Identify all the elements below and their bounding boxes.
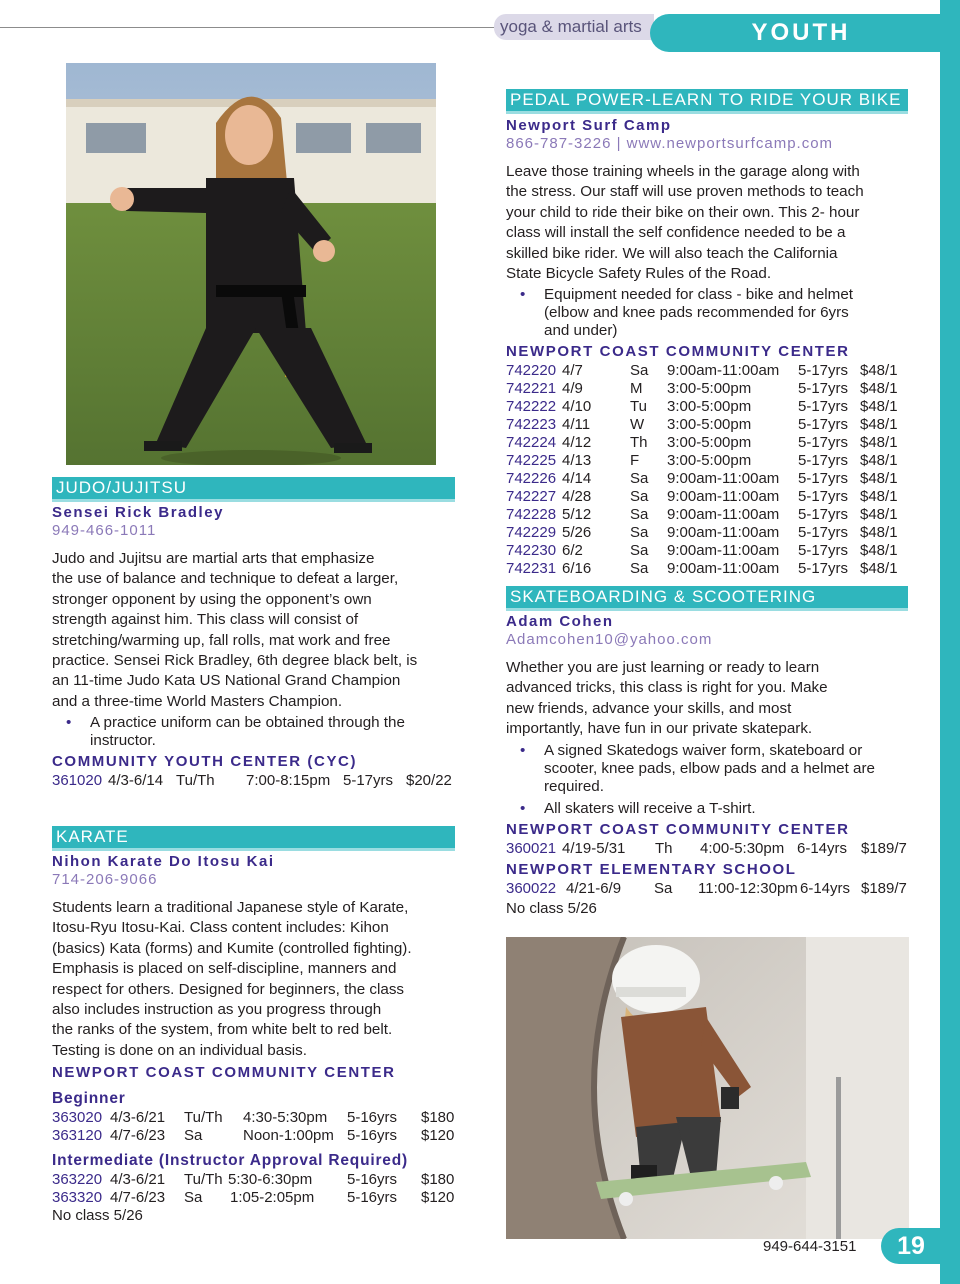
course-code[interactable]: 742220 bbox=[506, 362, 557, 380]
course-dates: 4/3-6/21 bbox=[110, 1109, 166, 1127]
course-dates: 4/19-5/31 bbox=[562, 839, 626, 857]
course-time: 9:00am-11:00am bbox=[667, 488, 780, 506]
desc-line: respect for others. Designed for beginners, the class bbox=[52, 980, 405, 998]
skate-location-1: NEWPORT COAST COMMUNITY CENTER bbox=[506, 820, 850, 838]
course-age: 6-14yrs bbox=[797, 839, 848, 857]
course-date: 4/11 bbox=[562, 416, 591, 434]
bullet-dot: • bbox=[520, 799, 526, 817]
desc-line: class will install the self confidence needed to be a bbox=[506, 224, 846, 242]
course-time: 3:00-5:00pm bbox=[667, 452, 752, 470]
course-fee: $180 bbox=[421, 1109, 455, 1127]
beginner-label: Beginner bbox=[52, 1090, 126, 1108]
course-fee: $48/1 bbox=[860, 506, 898, 524]
schedule-row bbox=[506, 380, 916, 398]
desc-line: Testing is done on an individual basis. bbox=[52, 1041, 307, 1059]
desc-line: Whether you are just learning or ready to learn bbox=[506, 659, 820, 676]
course-time: 9:00am-11:00am bbox=[667, 470, 780, 488]
footer-phone: 949-644-3151 bbox=[763, 1238, 857, 1255]
skateboarding-photo bbox=[506, 937, 909, 1239]
course-fee: $180 bbox=[421, 1171, 455, 1189]
bullet-dot: • bbox=[520, 741, 526, 759]
course-date: 4/14 bbox=[562, 470, 592, 488]
martial-arts-photo bbox=[66, 63, 436, 465]
skate-contact[interactable]: Adamcohen10@yahoo.com bbox=[506, 631, 713, 648]
bullet-line: required. bbox=[544, 777, 604, 795]
judo-description bbox=[52, 549, 462, 712]
course-date: 4/28 bbox=[562, 488, 592, 506]
karate-note: No class 5/26 bbox=[52, 1207, 143, 1225]
pedal-instructor: Newport Surf Camp bbox=[506, 117, 672, 134]
course-age: 6-14yrs bbox=[800, 879, 851, 897]
schedule-row bbox=[506, 470, 916, 488]
course-age: 5-17yrs bbox=[798, 470, 849, 488]
bullet-dot: • bbox=[520, 286, 526, 304]
desc-line: the ranks of the system, from white belt to red belt. bbox=[52, 1021, 393, 1039]
schedule-row bbox=[506, 398, 916, 416]
course-age: 5-16yrs bbox=[347, 1171, 398, 1189]
course-age: 5-17yrs bbox=[798, 398, 849, 416]
course-age: 5-16yrs bbox=[347, 1109, 398, 1127]
bullet-line: (elbow and knee pads recommended for 6yrs bbox=[544, 304, 849, 322]
pedal-schedule bbox=[506, 362, 916, 578]
judo-instructor: Sensei Rick Bradley bbox=[52, 504, 224, 521]
skate-instructor: Adam Cohen bbox=[506, 613, 614, 630]
desc-line: an 11-time Judo Kata US National Grand Champion bbox=[52, 672, 401, 690]
pedal-location: NEWPORT COAST COMMUNITY CENTER bbox=[506, 343, 850, 361]
course-code[interactable]: 363320 bbox=[52, 1189, 103, 1207]
course-time: 3:00-5:00pm bbox=[667, 380, 752, 398]
schedule-row bbox=[506, 488, 916, 506]
bullet-line: instructor. bbox=[90, 732, 156, 750]
course-age: 5-17yrs bbox=[798, 452, 849, 470]
course-age: 5-16yrs bbox=[347, 1189, 398, 1207]
schedule-row bbox=[506, 542, 916, 560]
schedule-row bbox=[506, 524, 916, 542]
pedal-contact[interactable]: 866-787-3226 | www.newportsurfcamp.com bbox=[506, 135, 834, 152]
course-day: Tu/Th bbox=[176, 772, 215, 790]
course-time: 9:00am-11:00am bbox=[667, 560, 780, 578]
course-fee: $189/7 bbox=[861, 839, 907, 857]
judo-phone: 949-466-1011 bbox=[52, 522, 157, 539]
skate-description bbox=[506, 658, 916, 740]
karate-location: NEWPORT COAST COMMUNITY CENTER bbox=[52, 1064, 396, 1082]
header-rule bbox=[0, 27, 500, 28]
course-date: 4/12 bbox=[562, 434, 592, 452]
course-day: Th bbox=[655, 839, 673, 857]
course-time: 9:00am-11:00am bbox=[667, 362, 780, 380]
course-day: Sa bbox=[630, 524, 649, 542]
course-fee: $48/1 bbox=[860, 362, 898, 380]
desc-line: strength against him. This class will consist of bbox=[52, 611, 359, 629]
course-fee: $48/1 bbox=[860, 380, 898, 398]
desc-line: also includes instruction as you progress through bbox=[52, 1001, 382, 1019]
course-day: Sa bbox=[630, 362, 649, 380]
course-fee: $48/1 bbox=[860, 560, 898, 578]
course-fee: $48/1 bbox=[860, 452, 898, 470]
course-dates: 4/7-6/23 bbox=[110, 1189, 166, 1207]
karate-section-header: KARATE bbox=[52, 826, 455, 851]
schedule-row bbox=[506, 880, 916, 898]
course-code[interactable]: 742228 bbox=[506, 506, 557, 524]
side-accent-bar bbox=[940, 0, 960, 1284]
skate-section bbox=[506, 612, 916, 918]
course-day: Tu bbox=[630, 398, 647, 416]
course-day: W bbox=[630, 416, 645, 434]
course-time: 3:00-5:00pm bbox=[667, 416, 752, 434]
judo-bullet bbox=[52, 714, 462, 750]
course-day: F bbox=[630, 452, 640, 470]
course-time: 3:00-5:00pm bbox=[667, 398, 752, 416]
schedule-row bbox=[506, 362, 916, 380]
course-age: 5-17yrs bbox=[798, 524, 849, 542]
skate-section-header: SKATEBOARDING & SCOOTERING bbox=[506, 586, 908, 611]
course-day: Sa bbox=[630, 488, 649, 506]
schedule-row bbox=[506, 434, 916, 452]
course-code[interactable]: 742227 bbox=[506, 488, 557, 506]
course-time: 5:30-6:30pm bbox=[228, 1171, 313, 1189]
course-age: 5-17yrs bbox=[343, 772, 394, 790]
desc-line: Judo and Jujitsu are martial arts that emphasize bbox=[52, 550, 375, 567]
desc-line: Students learn a traditional Japanese style of Karate, bbox=[52, 899, 409, 916]
course-code[interactable]: 360022 bbox=[506, 879, 557, 897]
schedule-row bbox=[52, 772, 462, 790]
course-code[interactable]: 742223 bbox=[506, 416, 557, 434]
course-code[interactable]: 361020 bbox=[52, 772, 103, 790]
bullet-line: A practice uniform can be obtained through the bbox=[90, 714, 405, 732]
course-dates: 4/7-6/23 bbox=[110, 1127, 166, 1145]
section-tab: YOUTH bbox=[650, 14, 942, 52]
desc-line: skilled bike rider. We will also teach the California bbox=[506, 244, 838, 262]
course-fee: $120 bbox=[421, 1189, 455, 1207]
karate-description bbox=[52, 898, 462, 1061]
schedule-row bbox=[52, 1189, 462, 1207]
course-day: Sa bbox=[630, 506, 649, 524]
pedal-description bbox=[506, 162, 916, 284]
course-code[interactable]: 742226 bbox=[506, 470, 557, 488]
bullet-line: and under) bbox=[544, 322, 618, 340]
course-time: 7:00-8:15pm bbox=[246, 772, 331, 790]
course-day: M bbox=[630, 380, 643, 398]
course-fee: $48/1 bbox=[860, 398, 898, 416]
schedule-row bbox=[506, 840, 916, 858]
desc-line: importantly, have fun in our private skatepark. bbox=[506, 720, 813, 738]
course-fee: $48/1 bbox=[860, 524, 898, 542]
desc-line: stretching/warming up, fall rolls, mat work and free bbox=[52, 631, 391, 649]
course-dates: 4/3-6/21 bbox=[110, 1171, 166, 1189]
course-date: 5/12 bbox=[562, 506, 592, 524]
desc-line: stronger opponent by using the opponent’s own bbox=[52, 590, 372, 608]
course-day: Sa bbox=[630, 470, 649, 488]
course-dates: 4/21-6/9 bbox=[566, 879, 622, 897]
course-code[interactable]: 363020 bbox=[52, 1109, 103, 1127]
course-code[interactable]: 742221 bbox=[506, 380, 557, 398]
course-fee: $48/1 bbox=[860, 470, 898, 488]
course-code[interactable]: 363220 bbox=[52, 1171, 103, 1189]
schedule-row bbox=[506, 560, 916, 578]
course-day: Sa bbox=[184, 1189, 203, 1207]
course-time: 9:00am-11:00am bbox=[667, 524, 780, 542]
schedule-row bbox=[52, 1171, 462, 1189]
course-code[interactable]: 742222 bbox=[506, 398, 557, 416]
desc-line: advanced tricks, this class is right for you. Make bbox=[506, 679, 828, 697]
course-code[interactable]: 742230 bbox=[506, 542, 557, 560]
schedule-row bbox=[52, 1109, 462, 1127]
course-fee: $120 bbox=[421, 1127, 455, 1145]
schedule-row bbox=[506, 452, 916, 470]
course-age: 5-17yrs bbox=[798, 506, 849, 524]
course-time: 11:00-12:30pm bbox=[698, 879, 798, 897]
desc-line: and a three-time World Masters Champion. bbox=[52, 692, 343, 710]
course-time: 4:00-5:30pm bbox=[700, 839, 785, 857]
karate-section bbox=[52, 852, 462, 1225]
bullet-line: All skaters will receive a T-shirt. bbox=[544, 799, 756, 817]
course-date: 5/26 bbox=[562, 524, 592, 542]
page-number: 19 bbox=[881, 1228, 941, 1264]
course-day: Sa bbox=[630, 542, 649, 560]
course-code[interactable]: 742229 bbox=[506, 524, 557, 542]
course-time: 3:00-5:00pm bbox=[667, 434, 752, 452]
course-date: 6/16 bbox=[562, 560, 592, 578]
schedule-row bbox=[506, 416, 916, 434]
desc-line: Emphasis is placed on self-discipline, manners and bbox=[52, 960, 397, 978]
course-code[interactable]: 742224 bbox=[506, 434, 557, 452]
course-date: 4/7 bbox=[562, 362, 583, 380]
judo-section-header: JUDO/JUJITSU bbox=[52, 477, 455, 502]
category-tab: yoga & martial arts bbox=[494, 14, 654, 40]
course-time: 9:00am-11:00am bbox=[667, 542, 780, 560]
course-day: Th bbox=[630, 434, 648, 452]
course-time: Noon-1:00pm bbox=[243, 1127, 334, 1145]
course-day: Tu/Th bbox=[184, 1171, 223, 1189]
course-age: 5-17yrs bbox=[798, 362, 849, 380]
desc-line: (basics) Kata (forms) and Kumite (controlled fighting). bbox=[52, 939, 412, 957]
desc-line: State Bicycle Safety Rules of the Road. bbox=[506, 265, 772, 283]
desc-line: your child to ride their bike on their own. This 2- hour bbox=[506, 203, 860, 221]
course-age: 5-17yrs bbox=[798, 560, 849, 578]
course-time: 1:05-2:05pm bbox=[230, 1189, 315, 1207]
course-date: 4/13 bbox=[562, 452, 592, 470]
course-age: 5-17yrs bbox=[798, 380, 849, 398]
skate-bullet bbox=[506, 742, 916, 796]
karate-instructor: Nihon Karate Do Itosu Kai bbox=[52, 853, 275, 870]
desc-line: Itosu-Ryu Itosu-Kai. Class content includes: Kihon bbox=[52, 919, 389, 937]
course-date: 4/10 bbox=[562, 398, 592, 416]
bullet-dot: • bbox=[66, 714, 72, 732]
desc-line: the use of balance and technique to defeat a larger, bbox=[52, 570, 399, 588]
course-fee: $48/1 bbox=[860, 542, 898, 560]
course-day: Sa bbox=[184, 1127, 203, 1145]
skate-location-2: NEWPORT ELEMENTARY SCHOOL bbox=[506, 860, 797, 878]
course-dates: 4/3-6/14 bbox=[108, 772, 164, 790]
pedal-section-header: PEDAL POWER-LEARN TO RIDE YOUR BIKE bbox=[506, 89, 908, 114]
desc-line: the stress. Our staff will use proven methods to teach bbox=[506, 183, 864, 201]
course-day: Sa bbox=[654, 879, 673, 897]
course-day: Sa bbox=[630, 560, 649, 578]
bullet-line: scooter, knee pads, elbow pads and a helmet are bbox=[544, 759, 875, 777]
course-day: Tu/Th bbox=[184, 1109, 223, 1127]
course-age: 5-17yrs bbox=[798, 416, 849, 434]
course-time: 4:30-5:30pm bbox=[243, 1109, 328, 1127]
course-fee: $48/1 bbox=[860, 416, 898, 434]
course-date: 4/9 bbox=[562, 380, 583, 398]
course-fee: $48/1 bbox=[860, 488, 898, 506]
schedule-row bbox=[52, 1127, 462, 1145]
course-age: 5-17yrs bbox=[798, 542, 849, 560]
pedal-bullet bbox=[506, 286, 916, 340]
course-fee: $189/7 bbox=[861, 879, 907, 897]
schedule-row bbox=[506, 506, 916, 524]
course-code[interactable]: 742225 bbox=[506, 452, 557, 470]
pedal-section bbox=[506, 116, 916, 578]
course-code[interactable]: 742231 bbox=[506, 560, 557, 578]
course-fee: $20/22 bbox=[406, 772, 452, 790]
skate-bullet bbox=[506, 800, 916, 818]
course-time: 9:00am-11:00am bbox=[667, 506, 780, 524]
judo-section bbox=[52, 503, 462, 790]
course-age: 5-16yrs bbox=[347, 1127, 398, 1145]
judo-location: COMMUNITY YOUTH CENTER (CYC) bbox=[52, 753, 358, 771]
desc-line: Leave those training wheels in the garage along with bbox=[506, 163, 860, 180]
course-age: 5-17yrs bbox=[798, 434, 849, 452]
karate-phone: 714-206-9066 bbox=[52, 871, 158, 888]
course-code[interactable]: 360021 bbox=[506, 839, 557, 857]
intermediate-label: Intermediate (Instructor Approval Required) bbox=[52, 1152, 408, 1170]
course-fee: $48/1 bbox=[860, 434, 898, 452]
desc-line: practice. Sensei Rick Bradley, 6th degree black belt, is bbox=[52, 652, 418, 670]
course-age: 5-17yrs bbox=[798, 488, 849, 506]
skate-note: No class 5/26 bbox=[506, 899, 597, 917]
bullet-line: A signed Skatedogs waiver form, skateboard or bbox=[544, 741, 863, 759]
course-date: 6/2 bbox=[562, 542, 583, 560]
course-code[interactable]: 363120 bbox=[52, 1127, 103, 1145]
desc-line: new friends, advance your skills, and most bbox=[506, 699, 792, 717]
bullet-line: Equipment needed for class - bike and helmet bbox=[544, 286, 853, 304]
